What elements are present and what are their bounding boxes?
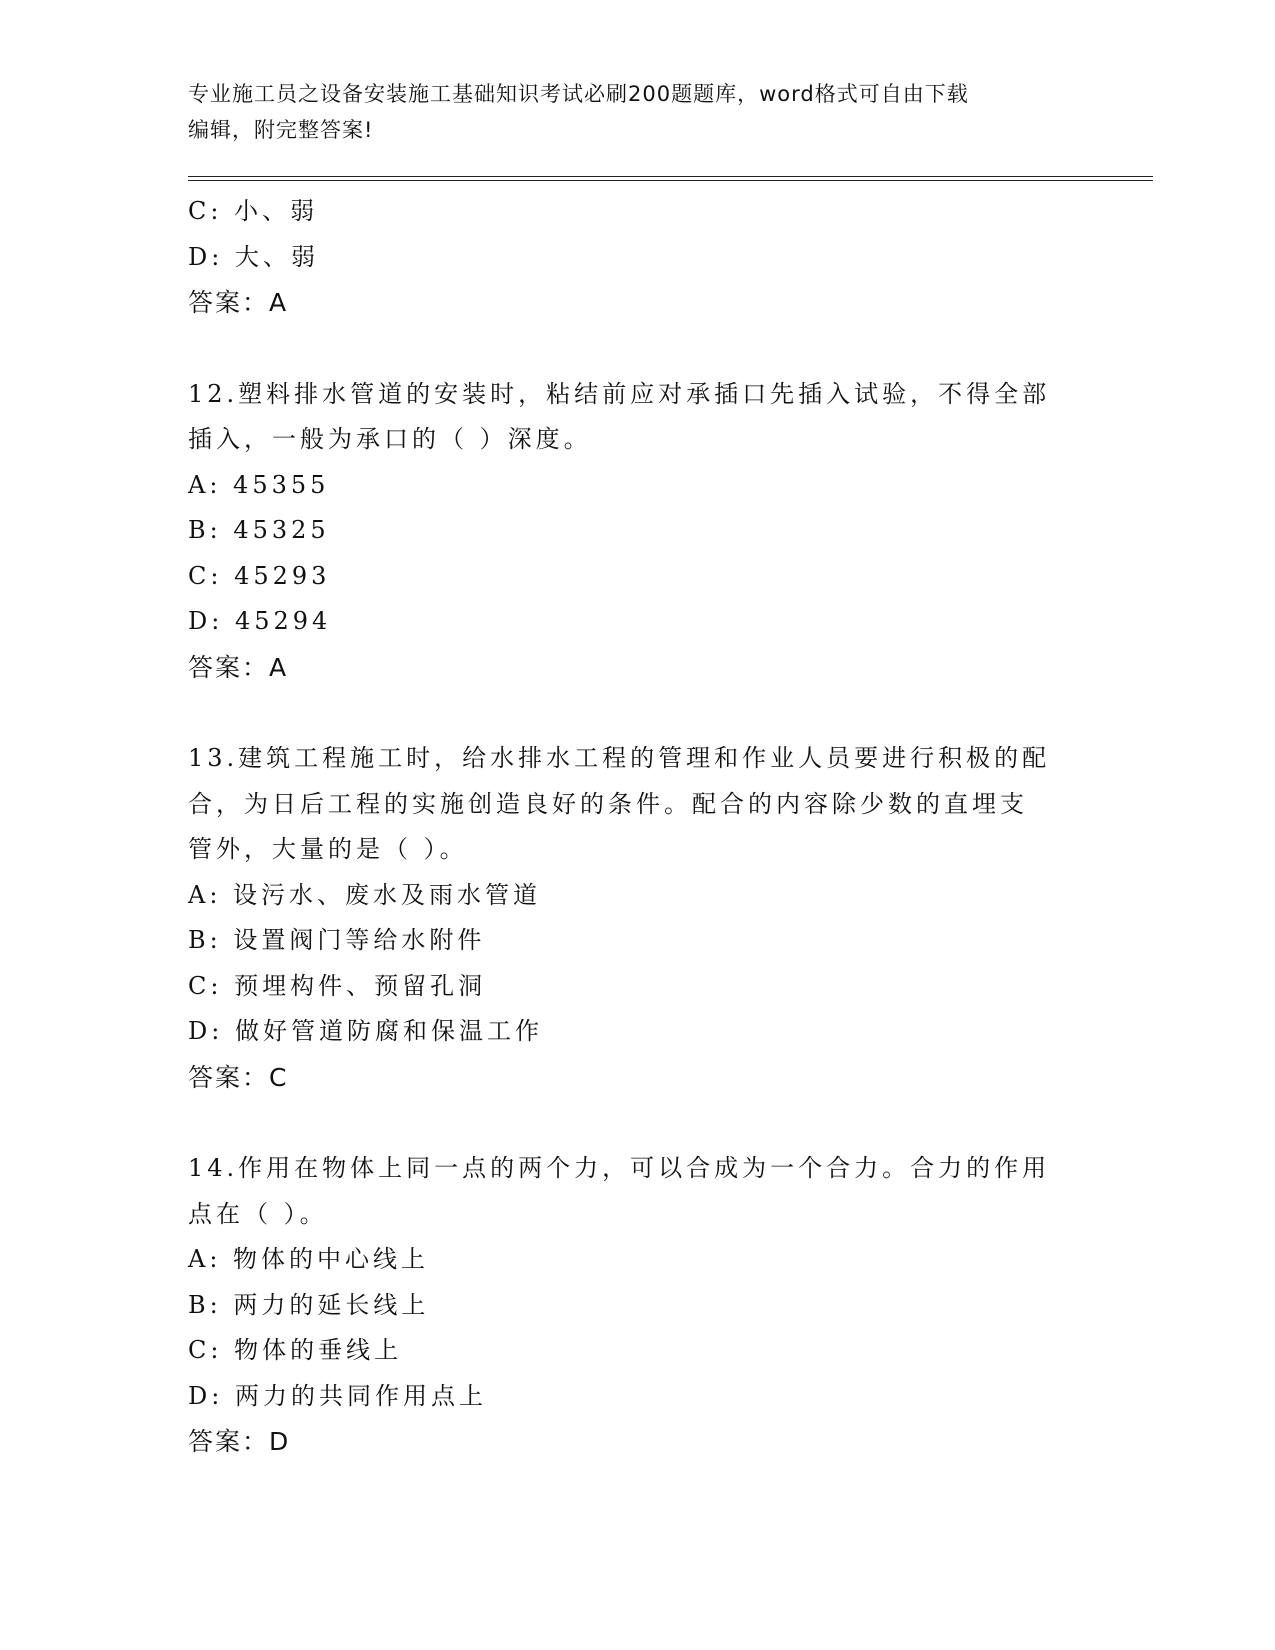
answer-line: 答案：A	[188, 288, 289, 317]
option-d: D: 45294	[188, 607, 332, 635]
option-b: B: 设置阀门等给水附件	[188, 926, 486, 954]
option-d: D: 做好管道防腐和保温工作	[188, 1017, 543, 1045]
option-a: A: 物体的中心线上	[188, 1245, 430, 1273]
question-list	[188, 189, 1153, 1465]
answer-line: 答案：C	[188, 1062, 289, 1092]
option-b: B: 45325	[188, 516, 330, 544]
option-d: D: 两力的共同作用点上	[188, 1381, 487, 1410]
question-11-tail	[188, 189, 1153, 326]
header-title-line2: 编辑，附完整答案!	[188, 118, 374, 142]
option-d: D: 大、弱	[188, 242, 319, 271]
option-a: A: 45355	[188, 470, 330, 499]
question-text-line2: 点在（ ）。	[188, 1199, 328, 1228]
answer-line: 答案：D	[188, 1427, 291, 1456]
question-14	[188, 1146, 1153, 1465]
option-c: C: 小、弱	[188, 197, 319, 225]
answer-line: 答案：A	[188, 652, 289, 682]
question-text-line1: 12.塑料排水管道的安装时，粘结前应对承插口先插入试验，不得全部	[188, 379, 1051, 408]
question-text-line2: 插入，一般为承口的（ ）深度。	[188, 425, 592, 453]
option-a: A: 设污水、废水及雨水管道	[188, 880, 542, 909]
header-title-line1: 专业施工员之设备安装施工基础知识考试必刷200题题库，word格式可自由下载	[188, 82, 969, 106]
option-c: C: 预埋构件、预留孔洞	[188, 971, 487, 1000]
question-text-line2: 合，为日后工程的实施创造良好的条件。配合的内容除少数的直埋支	[188, 789, 1028, 818]
option-c: C: 物体的垂线上	[188, 1336, 403, 1364]
question-text-line1: 14.作用在物体上同一点的两个力，可以合成为一个合力。合力的作用	[188, 1154, 1051, 1182]
question-text-line1: 13.建筑工程施工时，给水排水工程的管理和作业人员要进行积极的配	[188, 744, 1051, 772]
header-divider	[188, 176, 1153, 181]
option-c: C: 45293	[188, 561, 331, 590]
page-header	[188, 76, 1088, 148]
question-12	[188, 372, 1153, 691]
option-b: B: 两力的延长线上	[188, 1290, 430, 1319]
question-13	[188, 736, 1153, 1100]
question-text-line3: 管外，大量的是（ ）。	[188, 835, 468, 863]
